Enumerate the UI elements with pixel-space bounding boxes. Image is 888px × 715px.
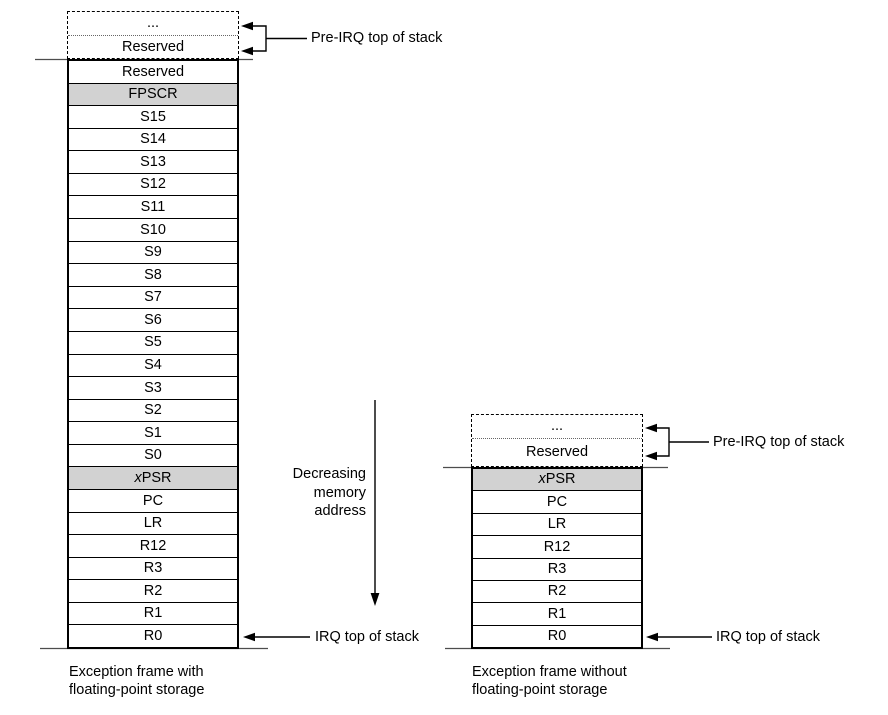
stack-cell-pc: PC xyxy=(69,490,237,513)
decreasing-line-1: Decreasing xyxy=(292,466,366,482)
stack-cell-s1: S1 xyxy=(69,422,237,445)
pre-irq-left-label: Pre-IRQ top of stack xyxy=(311,30,443,46)
stack-cell-ellipsis: ... xyxy=(68,12,238,36)
stack-cell-r3: R3 xyxy=(473,559,641,581)
stack-cell-r1: R1 xyxy=(69,603,237,626)
irq-right-connector xyxy=(646,633,712,641)
stack-cell-r3: R3 xyxy=(69,558,237,581)
stack-cell-s2: S2 xyxy=(69,400,237,423)
stack-cell-s5: S5 xyxy=(69,332,237,355)
stack-cell-s14: S14 xyxy=(69,129,237,152)
irq-right-label: IRQ top of stack xyxy=(716,629,820,645)
stack-cell-fpscr: FPSCR xyxy=(69,84,237,107)
stack-cell-s3: S3 xyxy=(69,377,237,400)
stack-cell-lr: LR xyxy=(69,513,237,536)
pre-irq-left-connector xyxy=(241,22,307,55)
left-exception-stack xyxy=(67,59,239,649)
stack-cell-s11: S11 xyxy=(69,196,237,219)
stack-cell-reserved: Reserved xyxy=(525,444,589,461)
right-caption-line-2: floating-point storage xyxy=(472,681,608,698)
pre-irq-right-connector xyxy=(645,424,709,460)
stack-cell-s13: S13 xyxy=(69,151,237,174)
irq-left-connector xyxy=(243,633,310,641)
stack-cell-s12: S12 xyxy=(69,174,237,197)
right-caption-line-1: Exception frame without xyxy=(472,664,627,680)
stack-cell-s7: S7 xyxy=(69,287,237,310)
stack-cell-s9: S9 xyxy=(69,242,237,265)
decreasing-memory-arrow xyxy=(371,400,380,606)
stack-cell-pc: PC xyxy=(473,491,641,513)
left-caption-line-1: Exception frame with xyxy=(69,664,204,680)
right-pre-irq-region xyxy=(471,414,643,467)
stack-cell-r2: R2 xyxy=(69,580,237,603)
stack-cell-reserved: Reserved xyxy=(69,61,237,84)
decreasing-memory-address-label xyxy=(246,465,366,521)
stack-cell-s15: S15 xyxy=(69,106,237,129)
irq-left-label: IRQ top of stack xyxy=(315,629,419,645)
left-caption-line-2: floating-point storage xyxy=(69,681,205,698)
stack-cell-s8: S8 xyxy=(69,264,237,287)
stack-cell-r1: R1 xyxy=(473,603,641,625)
stack-cell-r0: R0 xyxy=(69,625,237,647)
stack-cell-r2: R2 xyxy=(473,581,641,603)
stack-cell-reserved: Reserved xyxy=(121,38,185,55)
stack-cell-xpsr: x PSR xyxy=(69,467,237,490)
decreasing-line-3: address xyxy=(314,503,366,519)
right-frame-caption xyxy=(472,664,627,699)
stack-cell-r0: R0 xyxy=(473,626,641,647)
left-frame-caption xyxy=(69,664,204,699)
stack-cell-lr: LR xyxy=(473,514,641,536)
stack-cell-s0: S0 xyxy=(69,445,237,468)
decreasing-line-2: memory xyxy=(313,484,366,501)
stack-cell-ellipsis: ... xyxy=(472,415,642,439)
stack-cell-s6: S6 xyxy=(69,309,237,332)
right-exception-stack xyxy=(471,467,643,649)
stack-cell-r12: R12 xyxy=(473,536,641,558)
stack-cell-xpsr: x PSR xyxy=(473,469,641,491)
stack-cell-r12: R12 xyxy=(69,535,237,558)
pre-irq-right-label: Pre-IRQ top of stack xyxy=(713,434,845,450)
stack-cell-s4: S4 xyxy=(69,355,237,378)
left-pre-irq-region xyxy=(67,11,239,59)
stack-cell-s10: S10 xyxy=(69,219,237,242)
